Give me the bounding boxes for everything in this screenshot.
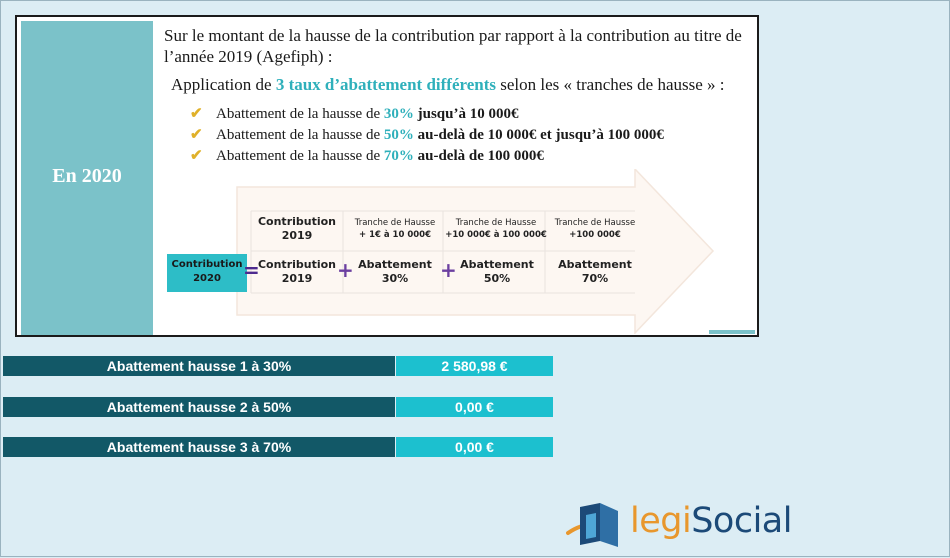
contribution-2020-line1: Contribution (171, 259, 243, 270)
result-label: Abattement hausse 3 à 70% (3, 437, 395, 457)
bullet-rest: au-delà de 100 000€ (417, 148, 544, 164)
plus-sign: + (337, 258, 354, 282)
header-cell-line2: 2019 (281, 229, 313, 242)
plus-sign: + (440, 258, 457, 282)
formula-cell-contribution-2019 (251, 258, 343, 286)
formula-cell-abattement-50 (449, 258, 545, 286)
checkmark-icon: ✔ (190, 127, 203, 143)
legisocial-logo (566, 497, 816, 553)
info-panel (15, 15, 759, 337)
bullet-list (190, 104, 754, 167)
bullet-rest: jusqu’à 10 000€ (417, 106, 519, 122)
formula-cell-line1: Abattement (460, 258, 534, 271)
contribution-2020-line2: 2020 (193, 273, 221, 284)
header-cell-contribution-2019 (251, 215, 343, 243)
formula-cell-abattement-30 (347, 258, 443, 286)
result-row (3, 356, 555, 376)
header-cell-line1: Contribution (257, 215, 337, 228)
formula-cell-abattement-70 (547, 258, 643, 286)
formula-cell-line2: 70% (581, 272, 609, 285)
bullet-item (190, 104, 754, 125)
header-cell-line1: Tranche de Hausse (455, 218, 537, 228)
header-cell-line1: Tranche de Hausse (554, 218, 636, 228)
checkmark-icon: ✔ (190, 106, 203, 122)
intro-text: Sur le montant de la hausse de la contribution par rapport à la contribution au titre de l’année 2019 (Agefiph) : (164, 26, 742, 66)
bullet-percent: 30% (383, 106, 414, 122)
logo-text-legi: legi (630, 501, 692, 541)
bullet-item (190, 146, 754, 167)
header-cell-line2: + 1€ à 10 000€ (358, 230, 431, 240)
logo-text-social: Social (691, 501, 792, 541)
year-label: En 2020 (52, 165, 122, 187)
panel-content (164, 25, 754, 167)
bullet-percent: 70% (383, 148, 414, 164)
formula-cell-line2: 30% (381, 272, 409, 285)
header-cell-line2: +100 000€ (569, 230, 621, 240)
result-row (3, 437, 555, 457)
result-label: Abattement hausse 1 à 30% (3, 356, 395, 376)
header-cell-tranche-3 (547, 217, 643, 241)
bullet-percent: 50% (383, 127, 414, 143)
equals-sign: = (243, 258, 260, 282)
bullet-text: Abattement de la hausse de (216, 106, 381, 122)
formula-cell-line1: Abattement (358, 258, 432, 271)
logo-mark-icon (566, 497, 630, 553)
contribution-2020-box (167, 254, 247, 292)
formula-cell-line1: Abattement (558, 258, 632, 271)
panel-corner-accent (709, 330, 755, 334)
result-value: 0,00 € (396, 397, 553, 417)
application-suffix: selon les « tranches de hausse » : (500, 75, 725, 94)
result-value: 0,00 € (396, 437, 553, 457)
bullet-text: Abattement de la hausse de (216, 127, 381, 143)
logo-text (630, 501, 792, 541)
header-cell-line2: +10 000€ à 100 000€ (445, 230, 547, 240)
application-highlight: 3 taux d’abattement différents (275, 75, 496, 94)
application-line (171, 75, 754, 95)
header-cell-line1: Tranche de Hausse (354, 218, 436, 228)
bullet-item (190, 125, 754, 146)
application-prefix: Application de (171, 75, 272, 94)
formula-cell-line2: 2019 (281, 272, 313, 285)
header-cell-tranche-1 (345, 217, 445, 241)
result-label: Abattement hausse 2 à 50% (3, 397, 395, 417)
bullet-rest: au-delà de 10 000€ et jusqu’à 100 000€ (417, 127, 664, 143)
result-value: 2 580,98 € (396, 356, 553, 376)
header-cell-tranche-2 (445, 217, 547, 241)
bullet-text: Abattement de la hausse de (216, 148, 381, 164)
year-strip (21, 21, 153, 335)
checkmark-icon: ✔ (190, 148, 203, 164)
result-row (3, 397, 555, 417)
arrow-diagram (165, 169, 725, 334)
formula-cell-line2: 50% (483, 272, 511, 285)
formula-cell-line1: Contribution (257, 258, 337, 271)
